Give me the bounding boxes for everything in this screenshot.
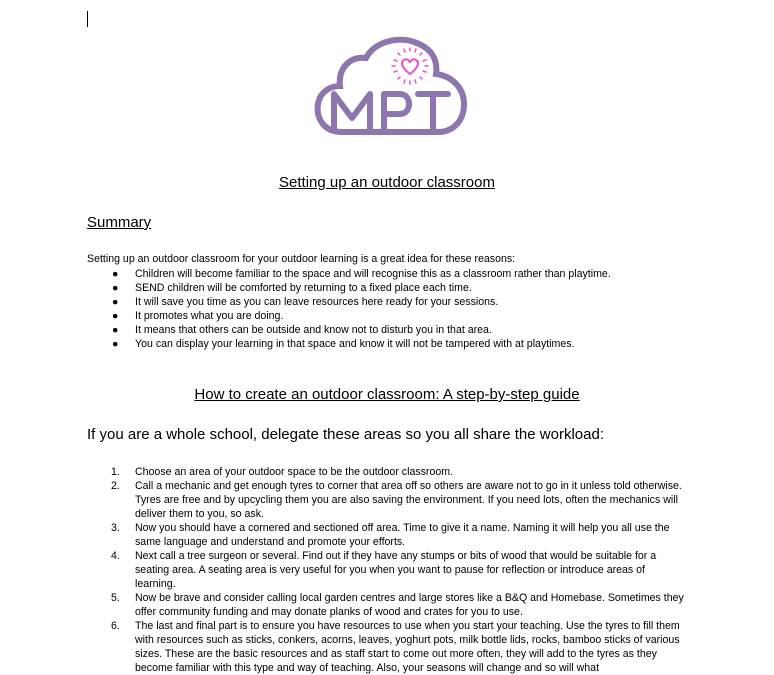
step-number: 1. (111, 466, 120, 478)
step-number: 4. (111, 550, 120, 562)
bullet-icon: ● (112, 282, 119, 294)
list-item: ● You can display your learning in that space and know it will not be tampered with at playtimes. (112, 338, 575, 350)
text-cursor (87, 11, 88, 27)
bullet-icon: ● (112, 310, 119, 322)
list-item: 2. Call a mechanic and get enough tyres to corner that area off so others are aware not to go in it unless told otherwise. Tyres are free and by upcycling them you are also saving the environment. If you need lots, often the mechanics will deliver them to you, so ask. (111, 480, 682, 520)
bullet-icon: ● (112, 324, 119, 336)
list-item: ● Children will become familiar to the space and will recognise this as a classroom rather than playtime. (112, 268, 611, 280)
step-number: 5. (111, 592, 120, 604)
bullet-icon: ● (112, 296, 119, 308)
list-item: ● It means that others can be outside and know not to disturb you in that area. (112, 324, 492, 336)
step-number: 3. (111, 522, 120, 534)
list-item: 5. Now be brave and consider calling local garden centres and large stores like a B&Q and Homebase. Sometimes they offer community funding and may donate planks of wood and crates for you to use. (111, 592, 684, 618)
list-item: 4. Next call a tree surgeon or several. Find out if they have any stumps or bits of wood that would be suitable for a seating area. A seating area is very useful for you when you want to pause for reflection or introduce areas of learning. (111, 550, 657, 590)
list-item: 3. Now you should have a cornered and sectioned off area. Time to give it a name. Naming it will help you all use the same language and understand and promote your efforts. (111, 522, 670, 548)
bullet-icon: ● (112, 268, 119, 280)
list-item: ● It will save you time as you can leave resources here ready for your sessions. (112, 296, 499, 308)
mpt-logo (314, 36, 468, 136)
summary-intro: Setting up an outdoor classroom for your outdoor learning is a great idea for these reasons: (87, 253, 516, 265)
step-number: 2. (111, 480, 120, 492)
list-item: ● It promotes what you are doing. (112, 310, 284, 322)
guide-heading: How to create an outdoor classroom: A step-by-step guide (194, 386, 580, 403)
list-item: 1. Choose an area of your outdoor space to be the outdoor classroom. (111, 466, 454, 478)
delegate-paragraph: If you are a whole school, delegate these areas so you all share the workload: (87, 426, 604, 443)
reasons-list (87, 267, 611, 351)
step-number: 6. (111, 620, 120, 632)
summary-heading: Summary (87, 214, 152, 231)
bullet-icon: ● (112, 338, 119, 350)
document-title: Setting up an outdoor classroom (279, 174, 495, 191)
list-item: ● SEND children will be comforted by returning to a fixed place each time. (112, 282, 472, 294)
cloud-heart-logo-icon (314, 36, 468, 136)
list-item: 6. The last and final part is to ensure you have resources to use when you start your teaching. Use the tyres to fill them with resources such as sticks, conkers, acorns, leaves, yoghurt pots, milk bottle lids, rocks, bamboo sticks of various sizes. These are the basic resources and as staff start to come out more often, they will add to the tyres as they become familiar with this type and way of teaching. Also, your seasons will change and so will what (111, 620, 680, 674)
steps-list (87, 465, 687, 675)
